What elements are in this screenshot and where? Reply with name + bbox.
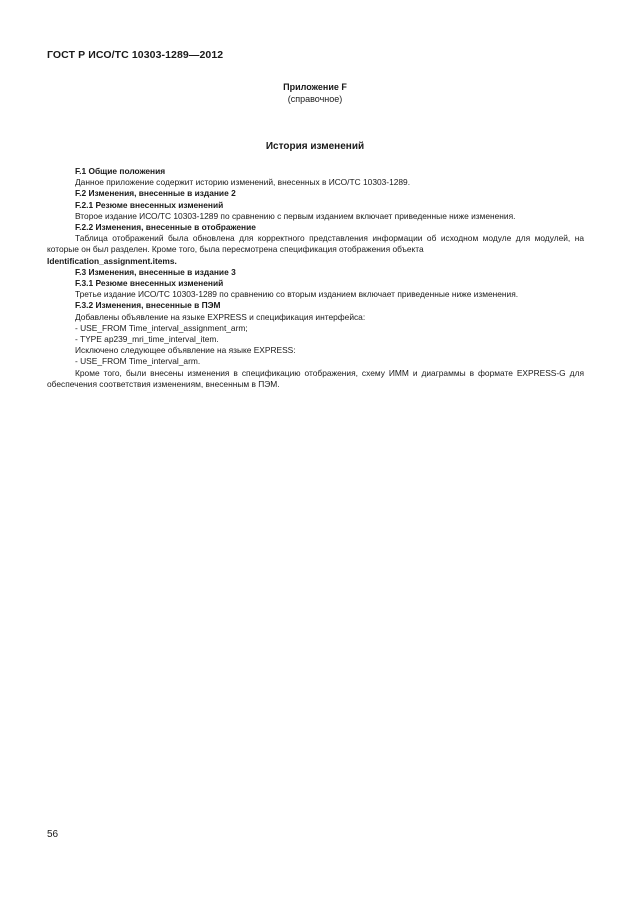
paragraph: Кроме того, были внесены изменения в спецификацию отображения, схему ИММ и диаграммы в формате EXPRESS-G для обеспечения соответствия изменениям, внесенным в ПЭМ.: [47, 367, 584, 389]
paragraph: - TYPE ap239_mri_time_interval_item.: [75, 334, 219, 345]
annex-heading: [0, 81, 630, 105]
paragraph: F.3.2 Изменения, внесенные в ПЭМ: [75, 300, 221, 311]
paragraph: Второе издание ИСО/ТС 10303-1289 по сравнению с первым изданием включает приведенные ниже изменения.: [75, 210, 516, 221]
paragraph: F.3.1 Резюме внесенных изменений: [75, 278, 224, 289]
paragraph: Добавлены объявление на языке EXPRESS и спецификация интерфейса:: [75, 311, 366, 322]
paragraph: F.2.1 Резюме внесенных изменений: [75, 199, 224, 210]
annex-kind: (справочное): [287, 94, 343, 104]
paragraph: F.1 Общие положения: [75, 166, 166, 176]
paragraph: Третье издание ИСО/ТС 10303-1289 по сравнению со вторым изданием включает приведенные ниже изменения.: [75, 289, 519, 300]
paragraph: F.2.2 Изменения, внесенные в отображение: [75, 222, 256, 233]
document-header: ГОСТ Р ИСО/ТС 10303-1289—2012: [47, 49, 224, 61]
paragraph: F.3 Изменения, внесенные в издание 3: [75, 266, 236, 277]
paragraph: Данное приложение содержит историю изменений, внесенных в ИСО/ТС 10303-1289.: [75, 177, 411, 188]
paragraph: Исключено следующее объявление на языке EXPRESS:: [75, 345, 296, 356]
page-number: 56: [47, 829, 59, 840]
annex-title: Приложение F: [283, 82, 347, 92]
paragraph: Identification_assignment.items.: [47, 255, 177, 266]
paragraph: Таблица отображений была обновлена для корректного представления информации об исходном модуле для модулей, на которые он был разделен. Кроме того, была пересмотрена спецификация отображения объекта: [47, 233, 584, 255]
section-title: История изменений: [265, 141, 365, 152]
paragraph: F.2 Изменения, внесенные в издание 2: [75, 188, 236, 199]
document-body: [47, 166, 584, 390]
paragraph: - USE_FROM Time_interval_assignment_arm;: [75, 322, 248, 333]
paragraph: - USE_FROM Time_interval_arm.: [75, 356, 201, 367]
